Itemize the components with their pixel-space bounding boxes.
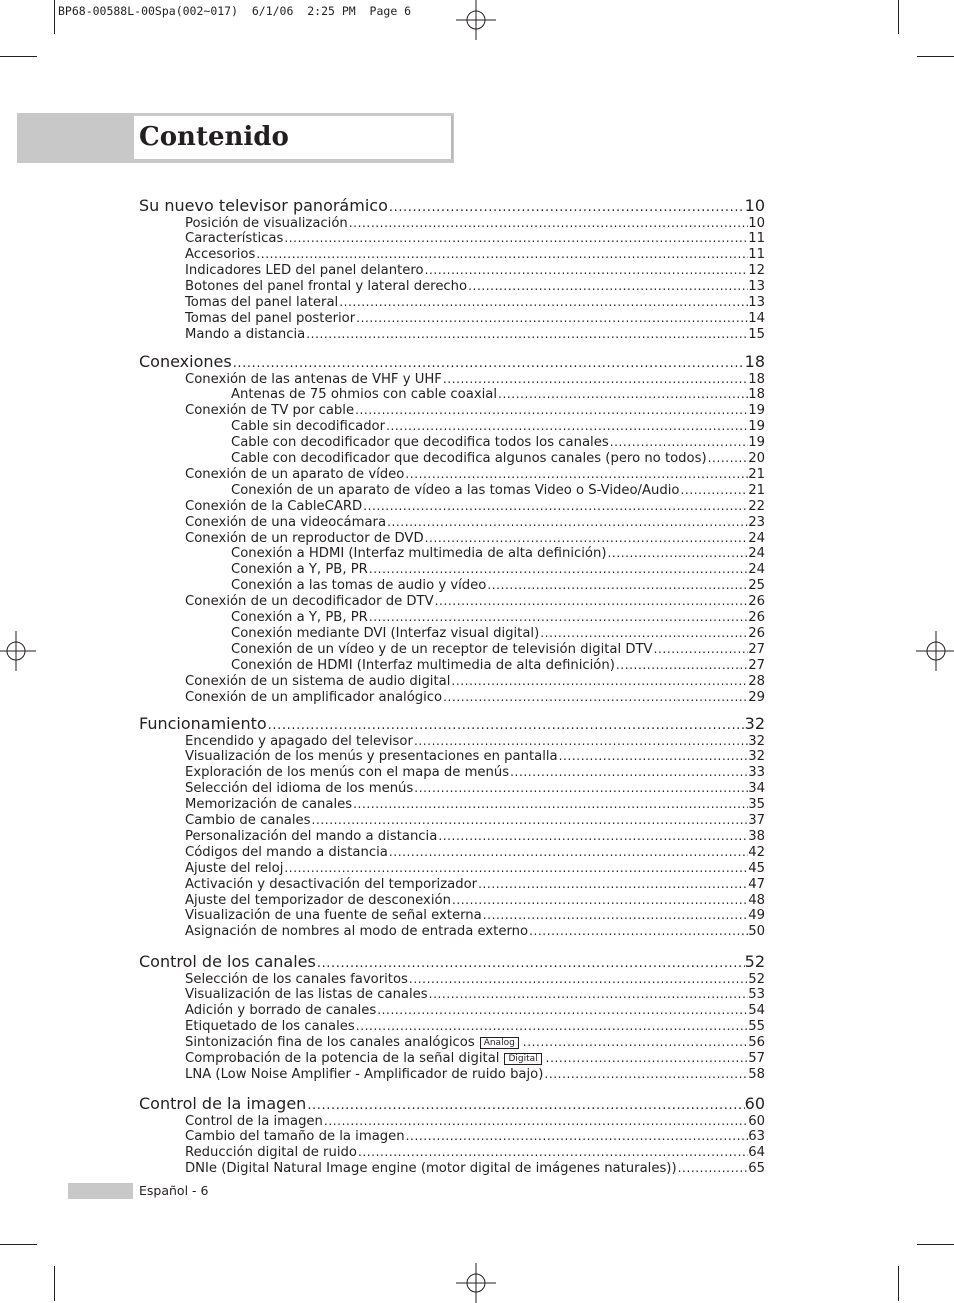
dot-leader [349, 216, 748, 231]
registration-mark-icon [456, 0, 496, 40]
toc-subentry[interactable] [231, 562, 765, 577]
toc-entry[interactable] [185, 263, 765, 278]
toc-section-label: Su nuevo televisor panorámico [139, 196, 388, 215]
toc-entry-label: Indicadores LED del panel delantero [185, 263, 424, 279]
toc-page-number: 23 [748, 514, 765, 530]
toc-entry-label: Conexión de la CableCARD [185, 498, 363, 514]
toc-entry[interactable] [185, 797, 765, 812]
toc-page-number: 63 [748, 1129, 765, 1145]
dot-leader [425, 531, 749, 546]
toc-subentry[interactable] [231, 483, 765, 498]
toc-page-number: 42 [748, 844, 765, 860]
toc-entry[interactable] [185, 295, 765, 310]
toc-page-number: 27 [748, 657, 765, 673]
toc-entry-label: Conexión de HDMI (Interfaz multimedia de alta definición) [231, 657, 615, 673]
toc-entry-label: Cambio de canales [185, 813, 311, 828]
dot-leader [406, 1129, 749, 1144]
dot-leader [358, 1145, 748, 1160]
dot-leader [610, 435, 749, 450]
toc-entry[interactable] [185, 1035, 765, 1050]
toc-entry-label: Antenas de 75 ohmios con cable coaxial [231, 387, 498, 403]
dot-leader [377, 1003, 748, 1018]
analog-badge: Analog [480, 1037, 519, 1049]
dot-leader [510, 765, 748, 780]
dot-leader [708, 451, 749, 466]
toc-entry[interactable] [185, 781, 765, 796]
toc-page-number: 58 [748, 1066, 765, 1082]
dot-leader [355, 403, 748, 418]
dot-leader [369, 562, 748, 577]
toc-page-number: 32 [748, 733, 765, 749]
dot-leader [529, 924, 748, 939]
dot-leader [414, 734, 748, 749]
crop-mark [917, 56, 954, 57]
toc-entry[interactable] [185, 1051, 765, 1066]
toc-page-number: 15 [748, 326, 765, 342]
toc-section-label: Control de la imagen [139, 1094, 307, 1113]
toc-page-number: 37 [748, 813, 765, 828]
toc-page-number: 47 [748, 876, 765, 892]
dot-leader [435, 594, 749, 609]
dot-leader [443, 690, 748, 705]
toc-page-number: 22 [748, 498, 765, 514]
dot-leader [451, 674, 748, 689]
dot-leader [256, 247, 748, 262]
toc-page-number: 54 [748, 1003, 765, 1019]
dot-leader [356, 1019, 748, 1034]
toc-section-label: Conexiones [139, 352, 232, 371]
dot-leader [429, 987, 749, 1002]
toc-subentry[interactable] [231, 578, 765, 593]
dot-leader [307, 1097, 744, 1115]
toc-page-number: 27 [748, 641, 765, 657]
toc-entry[interactable] [185, 813, 765, 828]
toc-entry-label: Encendido y apagado del televisor [185, 733, 413, 749]
toc-entry-label: Visualización de las listas de canales [185, 987, 428, 1003]
toc-entry-label: Etiquetado de los canales [185, 1019, 355, 1035]
toc-page-number: 18 [744, 352, 765, 371]
toc-section[interactable] [139, 1095, 765, 1115]
toc-page-number: 48 [748, 892, 765, 908]
toc-page-number: 34 [748, 781, 765, 797]
toc-entry-label: Características [185, 231, 284, 247]
toc-entry-label: Conexión de TV por cable [185, 403, 355, 419]
toc-entry-label: Mando a distancia [185, 326, 306, 342]
toc-entry[interactable] [185, 690, 765, 705]
toc-entry[interactable] [185, 829, 765, 844]
toc-entry-label: Sintonización fina de los canales analógicos [185, 1035, 475, 1051]
dot-leader [425, 263, 749, 278]
toc-entry-label: Conexión mediante DVI (Interfaz visual digital) [231, 625, 540, 641]
toc-page-number: 19 [748, 419, 765, 435]
dot-leader [233, 355, 745, 373]
toc-entry-label: Exploración de los menús con el mapa de menús [185, 765, 510, 781]
toc-entry[interactable] [185, 861, 765, 876]
dot-leader [523, 1035, 748, 1050]
dot-leader [405, 467, 748, 482]
toc-entry[interactable] [185, 1145, 765, 1160]
toc-page-number: 57 [748, 1051, 765, 1066]
toc-page-number: 10 [744, 196, 765, 215]
toc-page-number: 21 [748, 466, 765, 482]
toc-entry-label: Visualización de una fuente de señal externa [185, 908, 482, 924]
toc-entry-label: LNA (Low Noise Amplifier - Amplificador de ruido bajo) [185, 1066, 544, 1082]
toc-entry[interactable] [185, 372, 765, 387]
toc-page-number: 26 [748, 594, 765, 610]
toc-page-number: 65 [748, 1161, 765, 1177]
crop-mark [898, 1266, 899, 1301]
toc-page-number: 38 [748, 828, 765, 844]
dot-leader [678, 1161, 749, 1176]
toc-page-number: 53 [748, 987, 765, 1003]
toc-entry[interactable] [185, 279, 765, 294]
toc-page-number: 10 [748, 215, 765, 231]
toc-page-number: 19 [748, 435, 765, 451]
toc-entry[interactable] [185, 1114, 765, 1129]
dot-leader [616, 658, 748, 673]
toc-page-number: 35 [748, 797, 765, 813]
dot-leader [369, 610, 748, 625]
toc-entry[interactable] [185, 893, 765, 908]
dot-leader [607, 546, 748, 561]
toc-entry-label: Cable con decodificador que decodifica algunos canales (pero no todos) [231, 451, 707, 466]
toc-page-number: 32 [744, 714, 765, 733]
toc-page-number: 32 [748, 749, 765, 765]
toc-entry[interactable] [185, 515, 765, 530]
registration-mark-icon [916, 631, 954, 671]
toc-page-number: 50 [748, 924, 765, 940]
toc-entry[interactable] [185, 531, 765, 546]
toc-entry[interactable] [185, 247, 765, 262]
dot-leader [363, 499, 748, 514]
toc-entry[interactable] [185, 231, 765, 246]
crop-mark [0, 56, 37, 57]
toc-page-number: 19 [748, 403, 765, 419]
toc-page-number: 14 [748, 310, 765, 326]
dot-leader [414, 781, 748, 796]
dot-leader [487, 578, 748, 593]
toc-page-number: 28 [748, 673, 765, 689]
toc-entry[interactable] [185, 749, 765, 764]
toc-entry-label: Visualización de los menús y presentaciones en pantalla [185, 749, 558, 765]
toc-page-number: 64 [748, 1145, 765, 1161]
toc-entry[interactable] [185, 311, 765, 326]
dot-leader [284, 231, 748, 246]
toc-entry-label: Selección del idioma de los menús [185, 781, 414, 797]
dot-leader [452, 893, 748, 908]
toc-entry-label: Códigos del mando a distancia [185, 844, 388, 860]
toc-entry[interactable] [185, 908, 765, 923]
toc-entry-label: Cable sin decodificador [231, 419, 386, 435]
toc-page-number: 18 [748, 387, 765, 403]
toc-section[interactable] [139, 353, 765, 373]
toc-section[interactable] [139, 197, 765, 217]
toc-entry-label: Adición y borrado de canales [185, 1003, 377, 1019]
toc-entry[interactable] [185, 765, 765, 780]
toc-subentry[interactable] [231, 435, 765, 450]
toc-entry-label: Selección de los canales favoritos [185, 971, 408, 987]
dot-leader [540, 626, 748, 641]
toc-page-number: 20 [748, 451, 765, 466]
toc-entry-label: Comprobación de la potencia de la señal digital [185, 1051, 500, 1066]
toc-page-number: 11 [748, 231, 765, 247]
toc-entry-label: Accesorios [185, 247, 256, 263]
toc-page-number: 13 [748, 279, 765, 295]
dot-leader [498, 387, 748, 402]
dot-leader [680, 483, 748, 498]
toc-entry[interactable] [185, 924, 765, 939]
toc-subentry[interactable] [231, 626, 765, 641]
digital-badge: Digital [504, 1053, 541, 1065]
dot-leader [544, 1067, 748, 1082]
toc-subentry[interactable] [231, 419, 765, 434]
toc-section-label: Control de los canales [139, 952, 316, 971]
dot-leader [353, 797, 748, 812]
toc-page-number: 52 [748, 971, 765, 987]
toc-page-number: 45 [748, 860, 765, 876]
toc-entry[interactable] [185, 845, 765, 860]
toc-entry-label: Asignación de nombres al modo de entrada externo [185, 924, 529, 940]
dot-leader [324, 1114, 748, 1129]
toc-entry-label: Conexión a las tomas de audio y vídeo [231, 578, 487, 594]
crop-mark [898, 0, 899, 34]
toc-subentry[interactable] [231, 658, 765, 673]
toc-page-number: 12 [748, 263, 765, 279]
toc-entry[interactable] [185, 1161, 765, 1176]
toc-entry[interactable] [185, 467, 765, 482]
toc-entry-label: Control de la imagen [185, 1113, 323, 1129]
toc-page-number: 52 [744, 952, 765, 971]
toc-section-label: Funcionamiento [139, 714, 267, 733]
toc-entry[interactable] [185, 987, 765, 1002]
toc-entry-label: Reducción digital de ruido [185, 1145, 357, 1161]
toc-page-number: 60 [744, 1094, 765, 1113]
toc-entry-label: Cambio del tamaño de la imagen [185, 1129, 405, 1145]
dot-leader [284, 861, 748, 876]
toc-section[interactable] [139, 953, 765, 973]
toc-entry-label: Conexión a Y, PB, PR [231, 562, 368, 578]
toc-entry-label: Conexión a Y, PB, PR [231, 610, 368, 625]
page-footer: Español - 6 [139, 1183, 209, 1198]
dot-leader [386, 419, 748, 434]
dot-leader [268, 717, 745, 735]
toc-page-number: 24 [748, 562, 765, 578]
dot-leader [468, 279, 748, 294]
toc-entry-label: Posición de visualización [185, 215, 348, 231]
dot-leader [443, 372, 748, 387]
toc-entry-label: Conexión de una videocámara [185, 514, 387, 530]
toc-entry-label: Conexión de las antenas de VHF y UHF [185, 371, 442, 387]
toc-entry-label: Ajuste del reloj [185, 860, 284, 876]
toc-entry-label: Conexión de un reproductor de DVD [185, 530, 424, 546]
crop-mark [0, 1244, 37, 1245]
toc-entry-label: Conexión a HDMI (Interfaz multimedia de alta definición) [231, 546, 607, 562]
toc-entry-label: Conexión de un sistema de audio digital [185, 673, 451, 689]
dot-leader [306, 327, 748, 342]
toc-page-number: 26 [748, 625, 765, 641]
toc-entry[interactable] [185, 674, 765, 689]
toc-entry[interactable] [185, 1129, 765, 1144]
dot-leader [387, 515, 748, 530]
toc-page-number: 56 [748, 1035, 765, 1051]
footer-bar [68, 1183, 133, 1199]
page-title: Contenido [139, 122, 289, 152]
toc-section[interactable] [139, 715, 765, 735]
toc-entry-label: Botones del panel frontal y lateral derecho [185, 279, 468, 295]
dot-leader [312, 813, 749, 828]
toc-entry[interactable] [185, 1003, 765, 1018]
toc-entry-label: Conexión de un vídeo y de un receptor de televisión digital DTV [231, 641, 653, 657]
dot-leader [483, 908, 748, 923]
toc-entry[interactable] [185, 972, 765, 987]
toc-entry[interactable] [185, 327, 765, 342]
toc-page-number: 33 [748, 765, 765, 781]
toc-entry-label: Conexión de un decodificador de DTV [185, 594, 434, 610]
dot-leader [339, 295, 748, 310]
toc-entry-label: Memorización de canales [185, 797, 353, 813]
toc-entry-label: Ajuste del temporizador de desconexión [185, 892, 451, 908]
crop-mark [917, 1244, 954, 1245]
dot-leader [389, 199, 745, 217]
dot-leader [559, 749, 749, 764]
toc-entry-label: Activación y desactivación del temporizador [185, 876, 478, 892]
toc-entry[interactable] [185, 594, 765, 609]
dot-leader [409, 972, 748, 987]
toc-page-number: 26 [748, 610, 765, 625]
toc-entry[interactable] [185, 216, 765, 231]
toc-page-number: 24 [748, 530, 765, 546]
toc-entry-label: Conexión de un aparato de vídeo [185, 466, 405, 482]
toc-page-number: 18 [748, 371, 765, 387]
dot-leader [438, 829, 748, 844]
toc-entry[interactable] [185, 1019, 765, 1034]
dot-leader [654, 642, 749, 657]
toc-entry[interactable] [185, 1067, 765, 1082]
toc-entry[interactable] [185, 877, 765, 892]
crop-mark [54, 1266, 55, 1301]
toc-page-number: 11 [748, 247, 765, 263]
dot-leader [546, 1051, 749, 1066]
dot-leader [317, 955, 745, 973]
toc-entry-label: Conexión de un aparato de vídeo a las tomas Video o S-Video/Audio [231, 482, 680, 498]
print-slug: BP68-00588L-00Spa(002~017) 6/1/06 2:25 PM Page 6 [58, 4, 412, 18]
toc-subentry[interactable] [231, 642, 765, 657]
toc-page-number: 25 [748, 578, 765, 594]
toc-entry[interactable] [185, 734, 765, 749]
dot-leader [478, 877, 748, 892]
toc-page-number: 21 [748, 482, 765, 498]
toc-entry-label: Tomas del panel posterior [185, 310, 356, 326]
registration-mark-icon [0, 631, 36, 671]
crop-mark [54, 0, 55, 34]
toc-entry-label: Tomas del panel lateral [185, 295, 339, 310]
toc-subentry[interactable] [231, 451, 765, 466]
toc-page-number: 55 [748, 1019, 765, 1035]
toc-page-number: 60 [748, 1113, 765, 1129]
toc-subentry[interactable] [231, 546, 765, 561]
toc-entry-label: DNIe (Digital Natural Image engine (motor digital de imágenes naturales)) [185, 1161, 677, 1177]
toc-subentry[interactable] [231, 387, 765, 402]
dot-leader [356, 311, 748, 326]
toc-entry-label: Personalización del mando a distancia [185, 828, 438, 844]
registration-mark-icon [456, 1263, 496, 1303]
toc-entry-label: Conexión de un amplificador analógico [185, 689, 443, 705]
toc-entry[interactable] [185, 499, 765, 514]
toc-subentry[interactable] [231, 610, 765, 625]
toc-page-number: 13 [748, 295, 765, 310]
toc-page-number: 29 [748, 689, 765, 705]
toc-page-number: 49 [748, 908, 765, 924]
toc-entry[interactable] [185, 403, 765, 418]
dot-leader [389, 845, 748, 860]
toc-page-number: 24 [748, 546, 765, 562]
toc-entry-label: Cable con decodificador que decodifica todos los canales [231, 435, 609, 451]
